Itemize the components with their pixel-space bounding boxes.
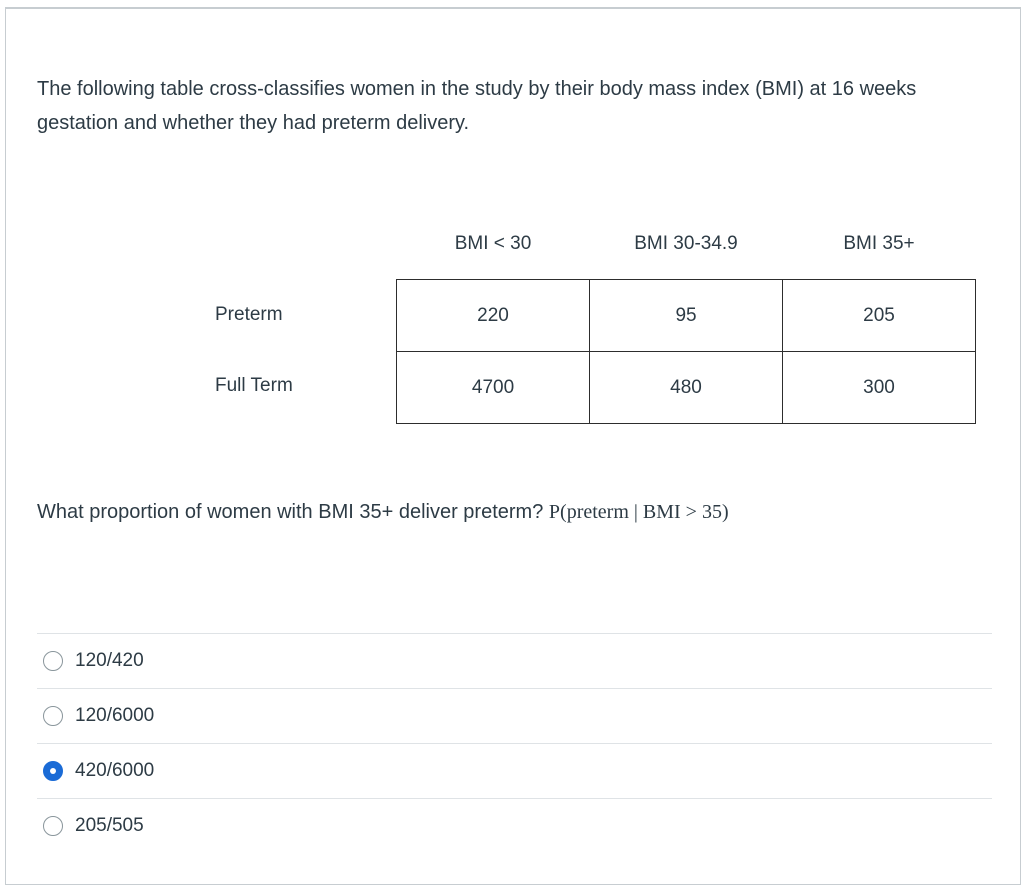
table-cell: 205 bbox=[783, 280, 976, 352]
row-label-full-term: Full Term bbox=[215, 375, 293, 396]
answer-option-3[interactable] bbox=[37, 743, 992, 798]
radio-button[interactable] bbox=[43, 706, 63, 726]
answer-label: 120/6000 bbox=[75, 705, 155, 726]
question-text bbox=[37, 497, 997, 527]
column-header-bmi-35-plus: BMI 35+ bbox=[843, 233, 915, 254]
intro-text: The following table cross-classifies women in the study by their body mass index (BMI) at 16 weeks gestation and whether they had preterm delivery. bbox=[37, 78, 917, 134]
column-header-bmi-under-30: BMI < 30 bbox=[454, 233, 532, 254]
question-math: P(preterm | BMI > 35) bbox=[548, 501, 729, 523]
answer-option-4[interactable] bbox=[37, 798, 992, 853]
table-cell: 95 bbox=[590, 280, 783, 352]
table-row bbox=[397, 280, 976, 352]
column-header-bmi-30-34: BMI 30-34.9 bbox=[634, 233, 738, 254]
radio-button[interactable] bbox=[43, 761, 63, 781]
table-cell: 480 bbox=[590, 352, 783, 424]
question-prompt: What proportion of women with BMI 35+ deliver preterm? bbox=[37, 501, 549, 523]
answer-option-1[interactable] bbox=[37, 633, 992, 688]
data-table bbox=[396, 279, 976, 424]
row-label-preterm: Preterm bbox=[215, 304, 283, 325]
radio-button[interactable] bbox=[43, 651, 63, 671]
table-row bbox=[397, 352, 976, 424]
answer-list bbox=[37, 633, 992, 853]
answer-option-2[interactable] bbox=[37, 688, 992, 743]
radio-button[interactable] bbox=[43, 816, 63, 836]
table-cell: 4700 bbox=[397, 352, 590, 424]
answer-label: 120/420 bbox=[75, 650, 144, 671]
table-cell: 220 bbox=[397, 280, 590, 352]
answer-label: 420/6000 bbox=[75, 760, 155, 781]
answer-label: 205/505 bbox=[75, 815, 144, 836]
table-cell: 300 bbox=[783, 352, 976, 424]
